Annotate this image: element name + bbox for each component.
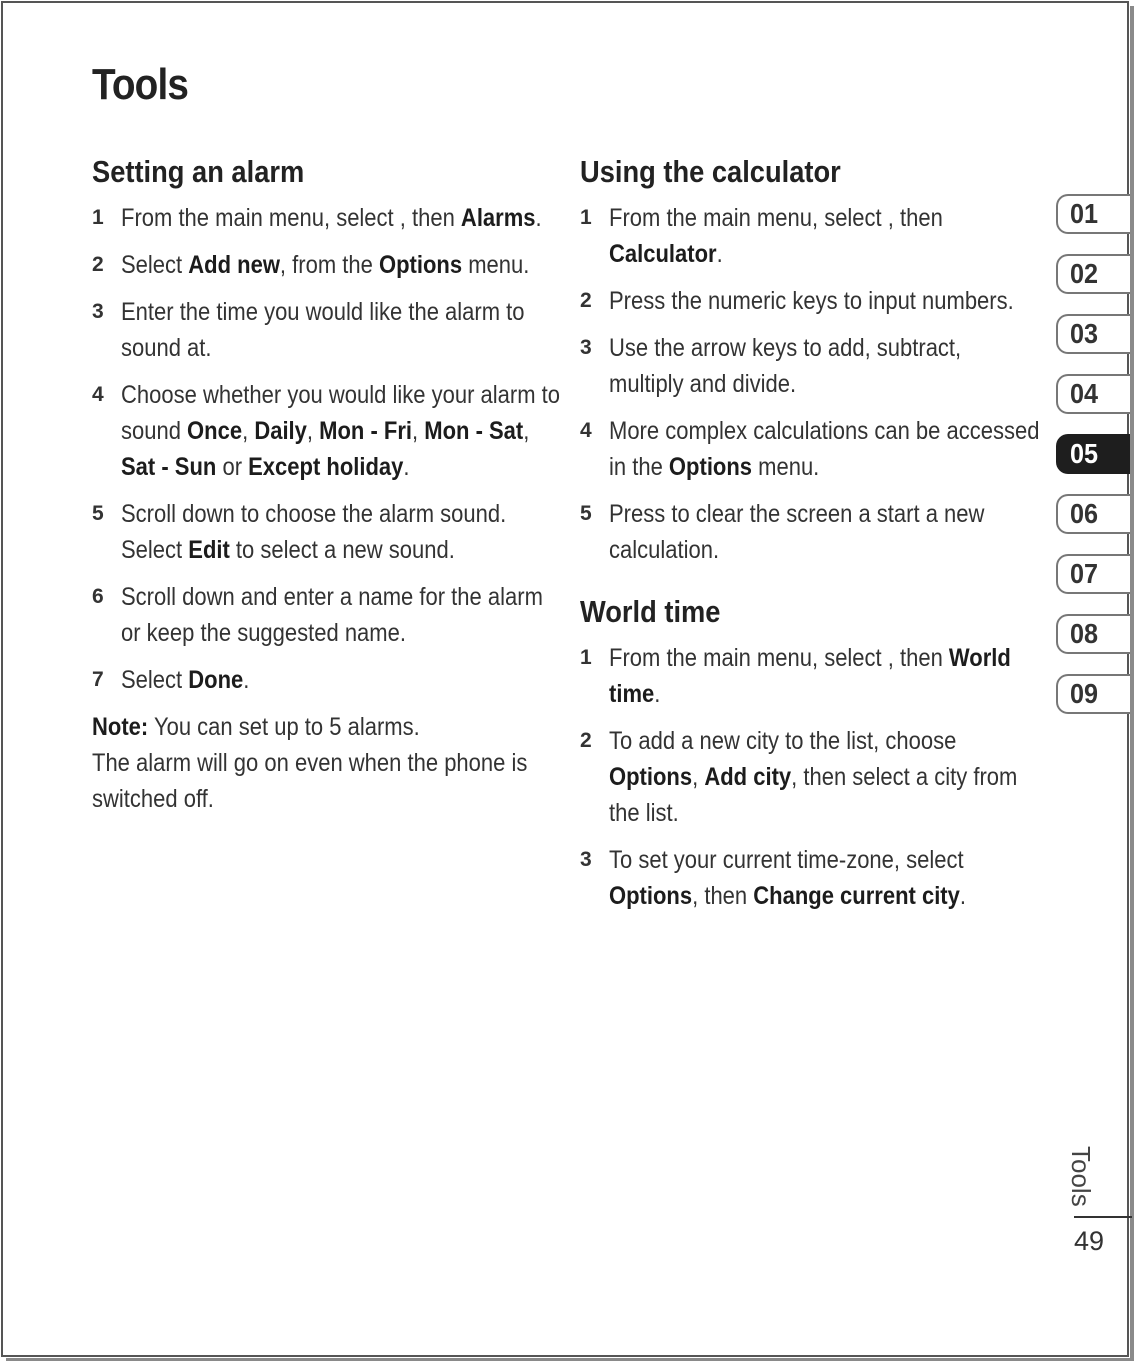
chapter-tab-03[interactable] bbox=[1056, 314, 1130, 354]
step-emphasis: Daily bbox=[254, 417, 307, 445]
note-line-2: The alarm will go on even when the phone is switched off. bbox=[92, 749, 528, 813]
step-text-segment: Select bbox=[121, 251, 189, 279]
page-shadow-right bbox=[1130, 6, 1134, 1360]
step-text-segment: From the main menu, select , then bbox=[609, 644, 949, 672]
chapter-tab-label: 09 bbox=[1070, 678, 1099, 709]
step-text-segment: , bbox=[306, 417, 320, 445]
step-number: 4 bbox=[580, 419, 592, 442]
step-emphasis: Once bbox=[187, 417, 243, 445]
step-emphasis: Calculator bbox=[609, 240, 717, 268]
step-text-segment: , bbox=[242, 417, 255, 445]
step-number: 7 bbox=[92, 668, 104, 691]
step-text bbox=[121, 377, 563, 485]
step-item bbox=[92, 294, 562, 366]
world-time-steps bbox=[580, 640, 1040, 914]
step-emphasis: Add new bbox=[188, 251, 280, 279]
step-emphasis: Edit bbox=[188, 536, 230, 564]
step-item bbox=[580, 723, 1040, 831]
step-number: 5 bbox=[92, 502, 104, 525]
step-text bbox=[609, 200, 1041, 272]
step-item bbox=[580, 842, 1040, 914]
step-emphasis: Add city bbox=[704, 763, 792, 791]
step-text bbox=[121, 496, 563, 568]
step-emphasis: Done bbox=[188, 666, 244, 694]
step-text-segment: From the main menu, select , then bbox=[121, 204, 461, 232]
chapter-tab-07[interactable] bbox=[1056, 554, 1130, 594]
step-text bbox=[121, 200, 563, 236]
step-text-segment: To add a new city to the list, choose bbox=[609, 727, 957, 755]
step-item bbox=[92, 377, 562, 485]
step-text-segment: . bbox=[535, 204, 542, 232]
right-column bbox=[580, 150, 1040, 925]
step-emphasis: Except holiday bbox=[248, 453, 404, 481]
step-text-segment: , from the bbox=[279, 251, 379, 279]
step-text-segment: Select bbox=[121, 666, 189, 694]
step-number: 3 bbox=[92, 300, 104, 323]
step-number: 6 bbox=[92, 585, 104, 608]
chapter-tab-label: 03 bbox=[1070, 318, 1099, 349]
chapter-tab-label: 06 bbox=[1070, 498, 1099, 529]
chapter-tab-label: 04 bbox=[1070, 378, 1099, 409]
page-shadow-bottom bbox=[6, 1358, 1134, 1361]
chapter-tab-04[interactable] bbox=[1056, 374, 1130, 414]
step-item bbox=[580, 330, 1040, 402]
chapter-tab-01[interactable] bbox=[1056, 194, 1130, 234]
step-text-segment: From the main menu, select , then bbox=[609, 204, 943, 232]
step-text-segment: to select a new sound. bbox=[229, 536, 455, 564]
step-number: 2 bbox=[580, 289, 592, 312]
alarm-steps bbox=[92, 200, 562, 698]
step-emphasis: Options bbox=[609, 882, 693, 910]
step-text-segment: . bbox=[654, 680, 661, 708]
step-text bbox=[609, 842, 1041, 914]
step-text-segment: , then select a city from the list. bbox=[609, 763, 1018, 827]
world-time-heading: World time bbox=[580, 594, 721, 629]
calculator-steps bbox=[580, 200, 1040, 568]
step-text-segment: or bbox=[216, 453, 249, 481]
step-emphasis: Options bbox=[609, 763, 693, 791]
page-title: Tools bbox=[92, 60, 188, 109]
step-item bbox=[580, 496, 1040, 568]
footer-section-label bbox=[1068, 1146, 1098, 1206]
step-number: 2 bbox=[580, 729, 592, 752]
chapter-tab-06[interactable] bbox=[1056, 494, 1130, 534]
alarm-heading: Setting an alarm bbox=[92, 154, 305, 189]
step-text bbox=[121, 294, 563, 366]
step-number: 1 bbox=[580, 206, 592, 229]
step-text bbox=[609, 283, 1041, 319]
step-text-segment: Press to clear the screen a start a new calculation. bbox=[609, 500, 985, 564]
step-text-segment: menu. bbox=[752, 453, 820, 481]
step-item bbox=[580, 200, 1040, 272]
step-emphasis: Options bbox=[668, 453, 753, 481]
step-number: 5 bbox=[580, 502, 592, 525]
step-emphasis: Alarms bbox=[460, 204, 536, 232]
step-number: 1 bbox=[92, 206, 104, 229]
note-label: Note: bbox=[92, 713, 149, 741]
step-item bbox=[92, 579, 562, 651]
step-text-segment: , bbox=[412, 417, 425, 445]
step-emphasis: Mon - Sat bbox=[424, 417, 524, 445]
chapter-tab-label: 08 bbox=[1070, 618, 1099, 649]
chapter-tab-09[interactable] bbox=[1056, 674, 1130, 714]
step-text bbox=[609, 640, 1041, 712]
step-text bbox=[609, 723, 1041, 831]
step-emphasis: Sat - Sun bbox=[121, 453, 217, 481]
chapter-tab-02[interactable] bbox=[1056, 254, 1130, 294]
step-emphasis: World time bbox=[609, 644, 1011, 708]
step-text-segment: Scroll down to choose the alarm sound. Select bbox=[121, 500, 507, 564]
step-text bbox=[121, 247, 563, 283]
step-item bbox=[580, 640, 1040, 712]
step-text-segment: . bbox=[403, 453, 410, 481]
step-item bbox=[92, 247, 562, 283]
step-text bbox=[609, 330, 1041, 402]
chapter-tab-label: 02 bbox=[1070, 258, 1099, 289]
step-emphasis: Change current city bbox=[753, 882, 960, 910]
step-text-segment: Choose whether you would like your alarm to sound bbox=[121, 381, 561, 445]
step-text-segment: Press the numeric keys to input numbers. bbox=[609, 287, 1014, 315]
chapter-tab-08[interactable] bbox=[1056, 614, 1130, 654]
step-number: 4 bbox=[92, 383, 104, 406]
footer-rule bbox=[1074, 1216, 1132, 1218]
footer-section-text: Tools bbox=[1066, 1146, 1096, 1207]
step-text-segment: Scroll down and enter a name for the alarm or keep the suggested name. bbox=[121, 583, 543, 647]
calculator-heading: Using the calculator bbox=[580, 154, 841, 189]
step-text-segment: , then bbox=[692, 882, 754, 910]
step-number: 3 bbox=[580, 848, 592, 871]
step-text-segment: More complex calculations can be accessed in the bbox=[609, 417, 1040, 481]
left-column bbox=[92, 150, 562, 817]
step-item bbox=[580, 413, 1040, 485]
step-text-segment: Use the arrow keys to add, subtract, multiply and divide. bbox=[609, 334, 962, 398]
step-text-segment: To set your current time-zone, select bbox=[609, 846, 964, 874]
step-text bbox=[121, 579, 563, 651]
step-text-segment: . bbox=[716, 240, 723, 268]
step-text-segment: , bbox=[523, 417, 530, 445]
chapter-tab-05[interactable] bbox=[1056, 434, 1130, 474]
step-text bbox=[609, 496, 1041, 568]
step-text bbox=[609, 413, 1041, 485]
step-number: 1 bbox=[580, 646, 592, 669]
step-item bbox=[580, 283, 1040, 319]
step-item bbox=[92, 496, 562, 568]
step-text-segment: . bbox=[959, 882, 966, 910]
note-line-1 bbox=[92, 709, 564, 745]
step-text-segment: . bbox=[243, 666, 250, 694]
step-item bbox=[92, 662, 562, 698]
step-text-segment: , bbox=[692, 763, 705, 791]
chapter-tab-label: 05 bbox=[1070, 438, 1099, 469]
step-number: 3 bbox=[580, 336, 592, 359]
step-text-segment: Enter the time you would like the alarm to sound at. bbox=[121, 298, 525, 362]
step-item bbox=[92, 200, 562, 236]
chapter-tab-label: 07 bbox=[1070, 558, 1099, 589]
step-emphasis: Mon - Fri bbox=[319, 417, 413, 445]
step-number: 2 bbox=[92, 253, 104, 276]
step-text bbox=[121, 662, 563, 698]
chapter-tab-label: 01 bbox=[1070, 198, 1099, 229]
page-number: 49 bbox=[1074, 1226, 1105, 1256]
step-emphasis: Options bbox=[378, 251, 463, 279]
note-line-1-text: You can set up to 5 alarms. bbox=[148, 713, 420, 741]
alarm-note bbox=[92, 709, 562, 817]
step-text-segment: menu. bbox=[462, 251, 530, 279]
